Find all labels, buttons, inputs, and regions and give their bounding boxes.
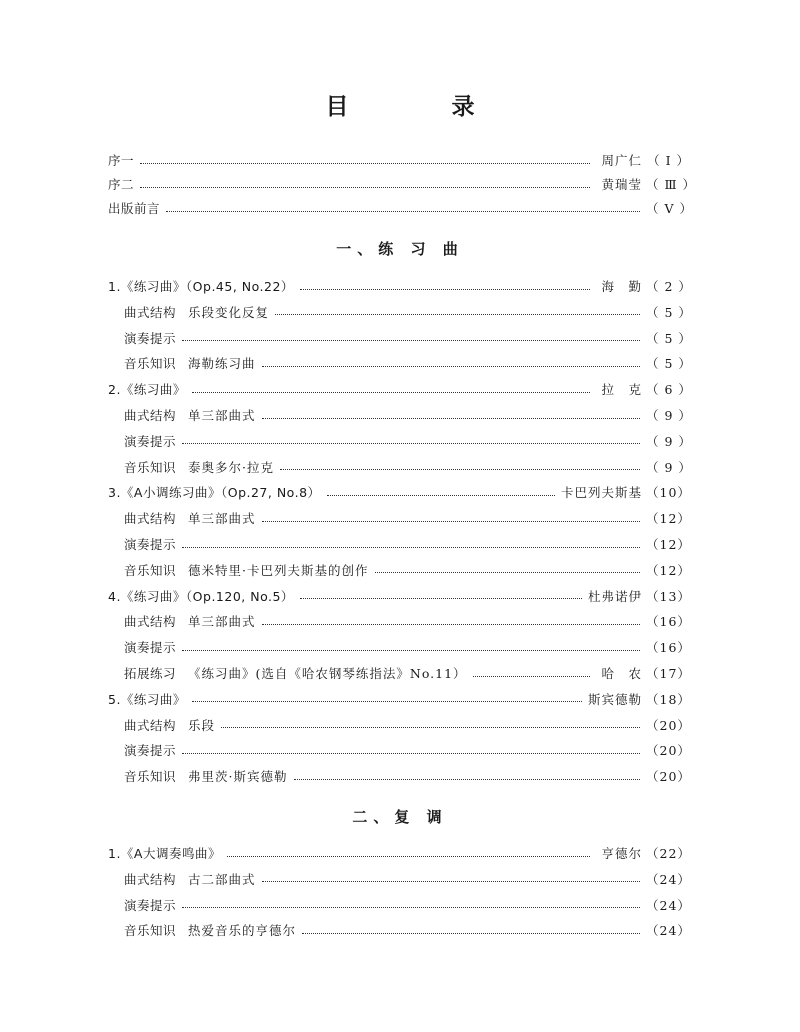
entry-label: 音乐知识 — [124, 459, 177, 475]
dot-leader — [182, 650, 640, 651]
entry-author: 哈 农 — [601, 666, 642, 681]
dot-leader — [182, 907, 640, 908]
entry-label: 演奏提示 — [124, 433, 177, 449]
toc-subentry — [124, 637, 690, 657]
entry-description: 海勒练习曲 — [188, 356, 256, 372]
entry-description: 单三部曲式 — [188, 511, 256, 527]
entry-description: 单三部曲式 — [188, 408, 256, 423]
toc-subentry — [124, 663, 690, 683]
dot-leader — [166, 211, 640, 212]
entry-author: 亨德尔 — [601, 846, 642, 861]
entry-author: 周广仁 — [601, 153, 642, 168]
toc-subentry — [124, 328, 690, 348]
dot-leader — [192, 701, 582, 702]
dot-leader — [262, 624, 640, 625]
entry-label: 拓展练习 — [124, 666, 177, 681]
entry-author: 海 勤 — [601, 279, 642, 294]
toc-entry[interactable] — [108, 482, 690, 502]
dot-leader — [140, 187, 590, 188]
page-number: （24） — [646, 923, 691, 939]
entry-description: 《练习曲》(选自《哈农钢琴练指法》No.11） — [188, 666, 467, 681]
dot-leader — [275, 314, 640, 315]
entry-description: 乐段变化反复 — [188, 304, 270, 320]
dot-leader — [302, 933, 640, 934]
dot-leader — [182, 340, 640, 341]
toc-entry[interactable] — [108, 150, 690, 170]
toc-entry[interactable] — [108, 843, 690, 863]
section-title: 二、复 调 — [352, 808, 448, 826]
toc-subentry — [124, 508, 690, 528]
toc-entry[interactable] — [108, 198, 693, 218]
dot-leader — [262, 418, 640, 419]
entry-author: 黄瑞莹 — [601, 177, 642, 192]
entry-description: 德米特里·卡巴列夫斯基的创作 — [188, 562, 369, 578]
toc-subentry — [124, 766, 690, 786]
entry-author: 杜弗诺伊 — [587, 588, 642, 604]
page-number: （16） — [646, 614, 691, 630]
entry-label: 1.《练习曲》（Op.45, No.22） — [108, 279, 294, 294]
toc-subentry — [124, 895, 690, 915]
entry-label: 4.《练习曲》（Op.120, No.5） — [108, 588, 294, 604]
page-number: （12） — [646, 511, 691, 527]
page-number: （ Ⅴ ） — [646, 201, 693, 216]
entry-label: 曲式结构 — [124, 511, 177, 527]
entry-label: 演奏提示 — [124, 330, 177, 346]
dot-leader — [182, 443, 640, 444]
entry-description: 单三部曲式 — [188, 614, 256, 630]
page-number: （20） — [646, 769, 691, 785]
entry-description: 热爱音乐的亨德尔 — [188, 923, 297, 939]
toc-subentry — [124, 715, 690, 735]
page-number: （24） — [646, 897, 691, 913]
entry-label: 曲式结构 — [124, 408, 177, 423]
dot-leader — [182, 547, 640, 548]
entry-description: 泰奥多尔·拉克 — [188, 459, 274, 475]
toc-subentry — [124, 302, 690, 322]
entry-label: 演奏提示 — [124, 743, 177, 759]
page-title: 目 录 — [325, 94, 515, 120]
dot-leader — [262, 881, 640, 882]
entry-author: 卡巴列夫斯基 — [560, 485, 642, 501]
toc-subentry — [124, 560, 690, 580]
dot-leader — [262, 521, 640, 522]
entry-label: 曲式结构 — [124, 304, 177, 320]
dot-leader — [280, 469, 640, 470]
dot-leader — [327, 495, 555, 496]
entry-label: 演奏提示 — [124, 537, 177, 552]
page-number: （ 9 ） — [646, 459, 692, 475]
toc-subentry — [124, 353, 690, 373]
page-number: （ Ⅰ ） — [647, 153, 690, 168]
entry-label: 2.《练习曲》 — [108, 382, 186, 398]
entry-label: 音乐知识 — [124, 923, 177, 939]
toc-subentry — [124, 457, 690, 477]
entry-label: 1.《A大调奏鸣曲》 — [108, 846, 221, 861]
entry-description: 古二部曲式 — [188, 871, 256, 887]
toc-entry[interactable] — [108, 276, 690, 296]
dot-leader — [221, 727, 640, 728]
dot-leader — [262, 366, 640, 367]
page-number: （ 5 ） — [646, 304, 692, 320]
page-number: （12） — [646, 562, 691, 578]
section-title: 一、练 习 曲 — [336, 240, 464, 258]
dot-leader — [294, 779, 641, 780]
entry-label: 曲式结构 — [124, 871, 177, 887]
entry-description: 乐段 — [188, 717, 216, 733]
page-number: （22） — [646, 846, 691, 861]
entry-label: 曲式结构 — [124, 717, 177, 733]
page-number: （ 5 ） — [646, 330, 692, 346]
page-number: （20） — [646, 717, 691, 733]
entry-author: 斯宾德勒 — [587, 691, 642, 707]
page-number: （13） — [646, 588, 691, 604]
dot-leader — [375, 572, 641, 573]
toc-entry[interactable] — [108, 174, 697, 194]
page-number: （16） — [646, 640, 691, 656]
page-number: （ 6 ） — [646, 382, 692, 398]
entry-label: 音乐知识 — [124, 769, 177, 785]
toc-subentry — [124, 869, 690, 889]
entry-label: 演奏提示 — [124, 640, 177, 656]
toc-entry[interactable] — [108, 586, 690, 606]
page-number: （ 9 ） — [646, 408, 692, 423]
dot-leader — [300, 598, 582, 599]
page-number: （20） — [646, 743, 691, 759]
entry-label: 5.《练习曲》 — [108, 691, 186, 707]
page-number: （ 9 ） — [646, 433, 692, 449]
entry-label: 3.《A小调练习曲》（Op.27, No.8） — [108, 485, 321, 501]
entry-label: 曲式结构 — [124, 614, 177, 630]
dot-leader — [300, 289, 590, 290]
toc-subentry — [124, 920, 690, 940]
toc-subentry — [124, 534, 690, 554]
page-number: （17） — [646, 666, 691, 681]
page-number: （ 5 ） — [646, 356, 692, 372]
dot-leader — [140, 163, 590, 164]
toc-subentry — [124, 431, 690, 451]
entry-label: 序一 — [108, 153, 135, 168]
page-number: （18） — [646, 691, 691, 707]
toc-subentry — [124, 611, 690, 631]
entry-description: 弗里茨·斯宾德勒 — [188, 769, 288, 785]
entry-label: 音乐知识 — [124, 562, 177, 578]
page-number: （12） — [646, 537, 691, 552]
entry-label: 出版前言 — [108, 201, 161, 216]
dot-leader — [227, 856, 590, 857]
page-number: （24） — [646, 871, 691, 887]
dot-leader — [182, 753, 640, 754]
toc-subentry — [124, 740, 690, 760]
entry-label: 音乐知识 — [124, 356, 177, 372]
toc-entry[interactable] — [108, 689, 690, 709]
page-number: （ 2 ） — [646, 279, 692, 294]
entry-author: 拉 克 — [601, 382, 642, 398]
dot-leader — [192, 392, 590, 393]
entry-label: 演奏提示 — [124, 897, 177, 913]
entry-label: 序二 — [108, 177, 135, 192]
toc-entry[interactable] — [108, 379, 690, 399]
page-number: （10） — [646, 485, 691, 501]
toc-subentry — [124, 405, 690, 425]
dot-leader — [473, 676, 590, 677]
page-number: （ Ⅲ ） — [646, 177, 697, 192]
